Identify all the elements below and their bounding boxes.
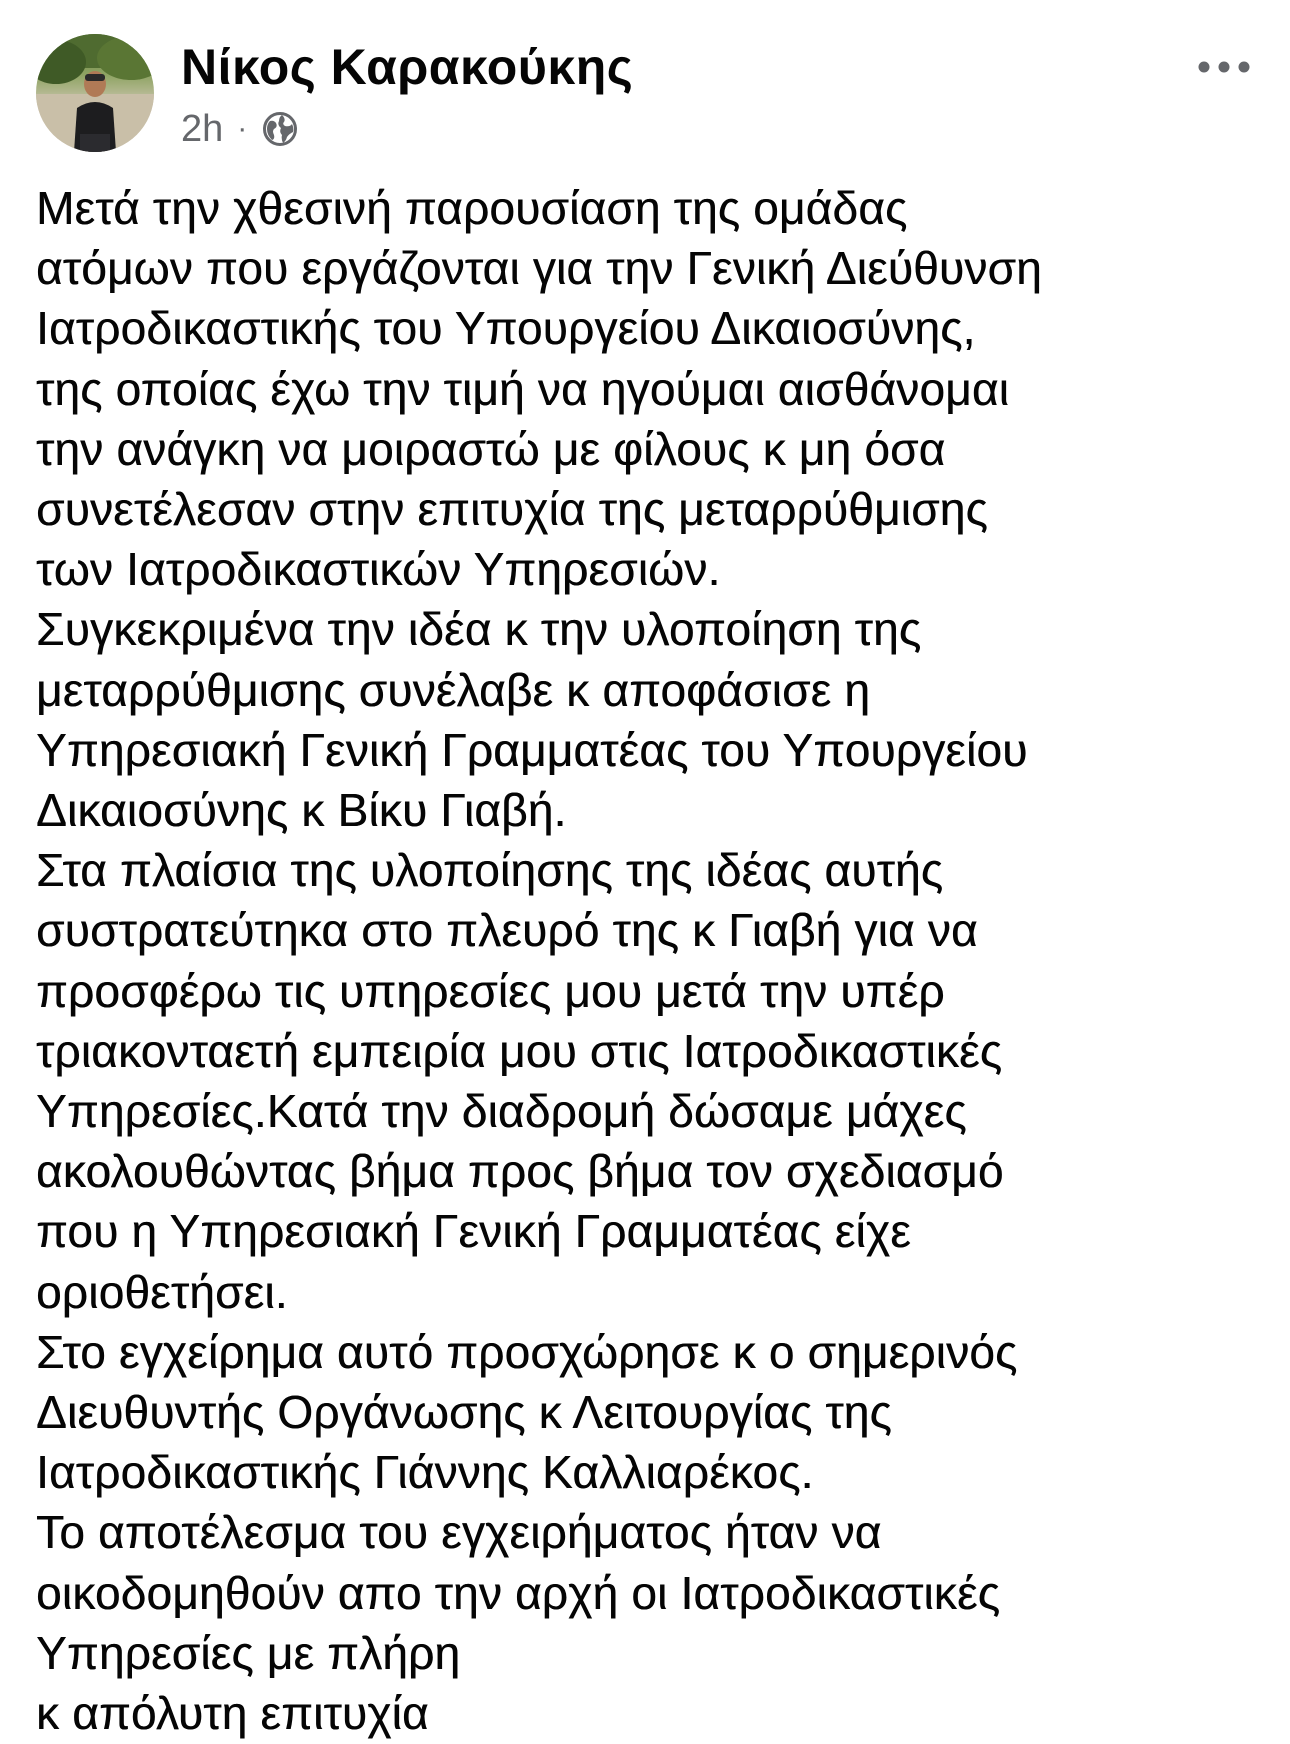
globe-icon[interactable] — [261, 110, 299, 148]
post-header — [0, 0, 1290, 160]
post-text-line: τριακονταετή εμπειρία μου στις Ιατροδικαστικές — [36, 1024, 1003, 1077]
post-text-line: Υπηρεσίες με πλήρη — [36, 1626, 461, 1679]
post-text-line: Διευθυντής Οργάνωσης κ Λειτουργίας της — [36, 1386, 892, 1439]
avatar-photo — [36, 34, 154, 152]
post-text-line: μεταρρύθμισης συνέλαβε κ αποφάσισε η — [36, 663, 871, 716]
author-name[interactable]: Νίκος Καρακούκης — [181, 39, 634, 95]
post-text-line: Στα πλαίσια της υλοποίησης της ιδέας αυτής — [36, 844, 944, 897]
post-meta — [181, 104, 299, 154]
post-text-line: Υπηρεσιακή Γενική Γραμματέας του Υπουργείου — [36, 723, 1028, 776]
post-text-line: οριοθετήσει. — [36, 1265, 288, 1318]
post-text-line: ακολουθώντας βήμα προς βήμα τον σχεδιασμό — [36, 1145, 1004, 1198]
post-text-line: Ιατροδικαστικής του Υπουργείου Δικαιοσύνης, — [36, 302, 976, 355]
post-text-line: Δικαιοσύνης κ Βίκυ Γιαβή. — [36, 784, 567, 837]
post-text-line: ατόμων που εργάζονται για την Γενική Διεύθυνση — [36, 242, 1042, 295]
meta-separator: · — [237, 112, 248, 145]
post-text-line: κ απόλυτη επιτυχία — [36, 1687, 429, 1740]
post-text — [36, 178, 1276, 1743]
post-timestamp[interactable]: 2h — [181, 107, 224, 150]
post-text-line: οικοδομηθούν απο την αρχή οι Ιατροδικαστικές — [36, 1566, 1001, 1619]
post-text-line: Στο εγχείρημα αυτό προσχώρησε κ ο σημερινός — [36, 1325, 1018, 1378]
post-text-line: Συγκεκριμένα την ιδέα κ την υλοποίηση της — [36, 603, 922, 656]
post-text-line: συστρατεύτηκα στο πλευρό της κ Γιαβή για να — [36, 904, 978, 957]
post-text-line: που η Υπηρεσιακή Γενική Γραμματέας είχε — [36, 1205, 911, 1258]
post-text-line: των Ιατροδικαστικών Υπηρεσιών. — [36, 543, 721, 596]
post-text-line: Ιατροδικαστικής Γιάννης Καλλιαρέκος. — [36, 1446, 814, 1499]
avatar[interactable] — [36, 34, 154, 152]
post-text-line: Το αποτέλεσμα του εγχειρήματος ήταν να — [36, 1506, 882, 1559]
post-text-line: της οποίας έχω την τιμή να ηγούμαι αισθάνομαι — [36, 362, 1010, 415]
more-dots-icon — [1192, 50, 1256, 84]
post-text-line: Μετά την χθεσινή παρουσίαση της ομάδας — [36, 182, 908, 234]
post-text-line: την ανάγκη να μοιραστώ με φίλους κ μη όσα — [36, 422, 946, 475]
post-text-line: Υπηρεσίες.Κατά την διαδρομή δώσαμε μάχες — [36, 1085, 967, 1138]
post-text-line: συνετέλεσαν στην επιτυχία της μεταρρύθμισης — [36, 483, 988, 536]
more-options-button[interactable] — [1192, 50, 1256, 84]
post-text-line: προσφέρω τις υπηρεσίες μου μετά την υπέρ — [36, 964, 945, 1017]
